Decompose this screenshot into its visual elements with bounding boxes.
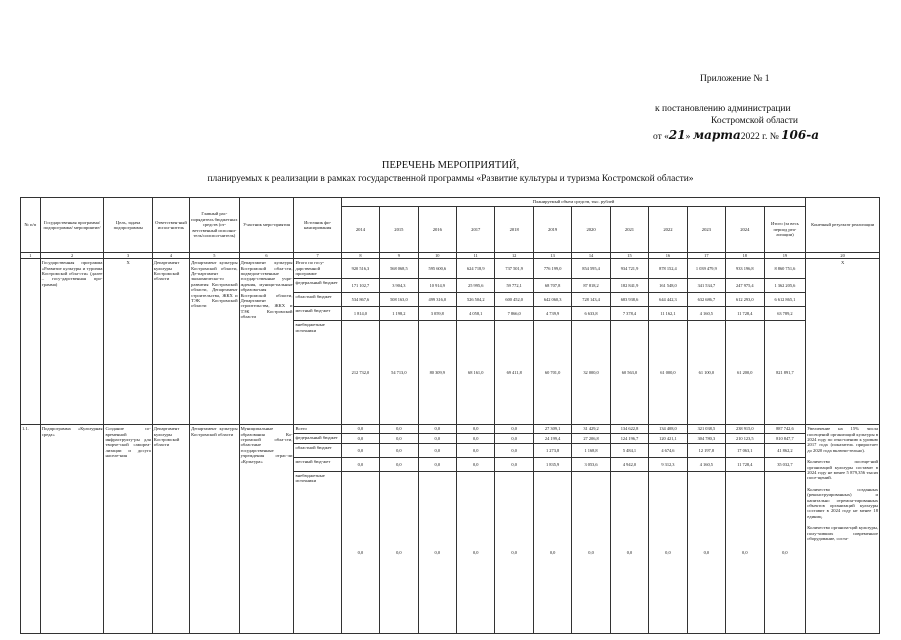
year-header: 2015 xyxy=(380,207,418,253)
column-index-cell: 17 xyxy=(687,253,725,259)
amount-value: 0,0 xyxy=(418,433,456,443)
participant-cell: Муниципальные образования Ко-стромской обла-сти, областные государственные учреждения отрас-ли «Культура» xyxy=(239,425,294,633)
total-value: 1 362 205,6 xyxy=(764,279,806,293)
date-day: 21 xyxy=(668,128,686,142)
year-header: 2021 xyxy=(610,207,648,253)
amount-value: 0,0 xyxy=(495,457,533,471)
column-index-cell: 19 xyxy=(764,253,806,259)
amount-value: 0,0 xyxy=(380,457,418,471)
column-index-cell: 18 xyxy=(726,253,764,259)
amount-value: 534 867,6 xyxy=(341,293,379,307)
document-subtitle: планируемых к реализации в рамках государственной программы «Развитие культуры и туризма Костромской области» xyxy=(207,174,694,184)
program-cell: Подпрограмма «Культурная среда» xyxy=(40,425,104,633)
amount-value: 59 772,1 xyxy=(495,279,533,293)
goal-cell: X xyxy=(104,259,152,425)
goal-cell: Создание со-временной инфраструкту-ры для творче-ской самореа-лизации и досуга населе-ния xyxy=(104,425,152,633)
amount-value: 11 728,4 xyxy=(726,457,764,471)
source-cell: Всего xyxy=(294,425,341,433)
amount-value: 0,0 xyxy=(687,471,725,633)
amount-value: 4 942,0 xyxy=(610,457,648,471)
source-cell: федеральный бюджет xyxy=(294,279,341,293)
column-index-cell: 5 xyxy=(190,253,239,259)
amount-value: 10 914,9 xyxy=(418,279,456,293)
decree-line: к постановлению администрации xyxy=(655,104,791,114)
total-value: 887 742,6 xyxy=(764,425,806,433)
amount-value: 7 866,0 xyxy=(495,307,533,321)
column-index-cell: 16 xyxy=(649,253,687,259)
amount-value: 0,0 xyxy=(341,457,379,471)
amount-value: 0,0 xyxy=(341,433,379,443)
amount-value: 61 100,0 xyxy=(687,321,725,425)
column-index-cell: 8 xyxy=(341,253,379,259)
year-header: 2018 xyxy=(495,207,533,253)
manager-cell: Департамент культуры Костромской области, Де-партамент экономическо-го развития Костромской области, Департамент строительства, ЖКХ и ТЭК Костромской области xyxy=(190,259,239,425)
column-index-cell: 14 xyxy=(572,253,610,259)
result-paragraph: Количество организа-ций культуры, полу-чивших современное оборудование, соста- xyxy=(807,525,878,542)
row-number: 1.1. xyxy=(21,425,41,633)
amount-value: 4 160,5 xyxy=(687,307,725,321)
amount-value: 1 168,8 xyxy=(572,443,610,457)
result-paragraph: Количество созданных (реконструированных) и капитально отремон-тированных объектов организаций культуры составит в 2024 году не менее 18 единиц. xyxy=(807,486,878,519)
amount-value: 69 411,8 xyxy=(495,321,533,425)
amount-value: 0,0 xyxy=(572,471,610,633)
amount-value: 54 713,0 xyxy=(380,321,418,425)
participant-cell: Департамент культуры Костромской обла-сти, подведом-ственные государ-ственные учре-ждения, муници-пальные образова-ния Костромской области, Департамент строительства, ЖКХ и ТЭК Костромской области xyxy=(239,259,294,425)
column-index-cell: 20 xyxy=(806,253,880,259)
amount-value: 728 143,4 xyxy=(572,293,610,307)
result-cell xyxy=(806,425,880,633)
year-header: 2022 xyxy=(649,207,687,253)
amount-value: 3 053,6 xyxy=(572,457,610,471)
col-manager-header: Главный рас-порядитель бюджетных средств (от-ветственный исполни-тель/соиспол-нитель) xyxy=(190,198,239,253)
amount-value: 0,0 xyxy=(457,433,495,443)
amount-value: 854 595,4 xyxy=(572,259,610,279)
amount-value: 683 938,6 xyxy=(610,293,648,307)
amount-value: 171 102,7 xyxy=(341,279,379,293)
column-index-cell: 12 xyxy=(495,253,533,259)
date-year: 2022 г. № xyxy=(740,132,779,142)
amount-value: 24 199,4 xyxy=(533,433,571,443)
amount-value: 737 501,9 xyxy=(495,259,533,279)
table-row xyxy=(21,259,880,279)
amount-value: 341 534,7 xyxy=(687,279,725,293)
amount-value: 4 739,9 xyxy=(533,307,571,321)
amount-value: 499 316,0 xyxy=(418,293,456,307)
column-index-cell: 2 xyxy=(40,253,104,259)
result-paragraph: Количество посеще-ний организаций культуры составит в 2024 году не менее 5 879,356 тысяч посе-щений. xyxy=(807,459,878,481)
amount-value: 1 814,0 xyxy=(341,307,379,321)
amount-value: 0,0 xyxy=(649,471,687,633)
amount-value: 5 484,1 xyxy=(610,443,648,457)
source-cell: федеральный бюджет xyxy=(294,433,341,443)
total-value: 41 862,2 xyxy=(764,443,806,457)
amount-value: 6 633,8 xyxy=(572,307,610,321)
amount-value: 632 686,7 xyxy=(687,293,725,307)
total-value: 810 847,7 xyxy=(764,433,806,443)
amount-value: 124 196,7 xyxy=(610,433,648,443)
amount-value: 0,0 xyxy=(418,425,456,433)
total-value: 821 891,7 xyxy=(764,321,806,425)
amount-value: 4 674,6 xyxy=(649,443,687,457)
executor-cell: Департамент культуры Костромской области xyxy=(152,425,189,633)
amount-value: 120 421,1 xyxy=(649,433,687,443)
amount-value: 3 059,8 xyxy=(418,307,456,321)
amount-value: 526 504,2 xyxy=(457,293,495,307)
col-num-header: № п/п xyxy=(21,198,41,253)
column-index-cell: 4 xyxy=(152,253,189,259)
col-total-header: Итого (за весь период реа-лизации) xyxy=(764,207,806,253)
amount-value: 0,0 xyxy=(341,443,379,457)
total-value: 8 860 751,6 xyxy=(764,259,806,279)
amount-value: 642 060,3 xyxy=(533,293,571,307)
amount-value: 0,0 xyxy=(726,471,764,633)
amount-value: 0,0 xyxy=(457,457,495,471)
amount-value: 321 038,5 xyxy=(687,425,725,433)
amount-value: 0,0 xyxy=(495,443,533,457)
date-prefix: от « xyxy=(653,132,669,142)
amount-value: 17 063,1 xyxy=(726,443,764,457)
amount-value: 4 058,1 xyxy=(457,307,495,321)
amount-value: 134 408,0 xyxy=(649,425,687,433)
amount-value: 0,0 xyxy=(533,471,571,633)
amount-value: 210 123,5 xyxy=(726,433,764,443)
amount-value: 87 818,2 xyxy=(572,279,610,293)
column-index-cell: 1 xyxy=(21,253,41,259)
row-number xyxy=(21,259,41,425)
amount-value: 568 068,5 xyxy=(380,259,418,279)
amount-value: 612 293,0 xyxy=(726,293,764,307)
amount-value: 508 163,0 xyxy=(380,293,418,307)
amount-value: 600 452,0 xyxy=(495,293,533,307)
year-header: 2020 xyxy=(572,207,610,253)
amount-value: 60 563,0 xyxy=(610,321,648,425)
year-header: 2016 xyxy=(418,207,456,253)
source-cell: внебюджетные источники xyxy=(294,321,341,425)
amount-value: 1 835,9 xyxy=(533,457,571,471)
region-line: Костромской области xyxy=(711,116,798,126)
year-header: 2024 xyxy=(726,207,764,253)
amount-value: 0,0 xyxy=(457,471,495,633)
amount-value: 304 780,3 xyxy=(687,433,725,443)
amount-value: 0,0 xyxy=(495,433,533,443)
document-title: ПЕРЕЧЕНЬ МЕРОПРИЯТИЙ, xyxy=(381,160,520,171)
amount-value: 134 622,8 xyxy=(610,425,648,433)
program-cell: Государственная программа «Развитие культуры и туризма Костромской обла-сти» (далее – госу-дарственная про-грамма) xyxy=(40,259,104,425)
doc-number: 106-а xyxy=(781,128,819,142)
year-header: 2017 xyxy=(457,207,495,253)
decree-date-line xyxy=(653,128,819,142)
amount-value: 0,0 xyxy=(380,433,418,443)
amount-value: 12 197,8 xyxy=(687,443,725,457)
amount-value: 68 161,0 xyxy=(457,321,495,425)
amount-value: 31 429,2 xyxy=(572,425,610,433)
amount-value: 25 995,6 xyxy=(457,279,495,293)
amount-value: 595 600,6 xyxy=(418,259,456,279)
amount-value: 61 200,0 xyxy=(726,321,764,425)
total-value: 6 612 865,1 xyxy=(764,293,806,307)
amount-value: 0,0 xyxy=(418,443,456,457)
amount-value: 0,0 xyxy=(341,471,379,633)
total-value: 35 032,7 xyxy=(764,457,806,471)
amount-value: 182 841,9 xyxy=(610,279,648,293)
amount-value: 9 312,3 xyxy=(649,457,687,471)
amount-value: 27 206,8 xyxy=(572,433,610,443)
amount-value: 61 000,0 xyxy=(649,321,687,425)
column-index-cell: 11 xyxy=(457,253,495,259)
column-index-cell: 7 xyxy=(294,253,341,259)
col-source-header: Источник фи-нансирования xyxy=(294,198,341,253)
amount-value: 0,0 xyxy=(380,425,418,433)
amount-value: 644 442,3 xyxy=(649,293,687,307)
amount-value: 0,0 xyxy=(418,471,456,633)
amount-value: 624 718,9 xyxy=(457,259,495,279)
amount-value: 4 160,5 xyxy=(687,457,725,471)
year-header: 2014 xyxy=(341,207,379,253)
amount-value: 920 516,3 xyxy=(341,259,379,279)
amount-value: 0,0 xyxy=(380,443,418,457)
amount-value: 60 701,0 xyxy=(533,321,571,425)
amount-value: 0,0 xyxy=(610,471,648,633)
amount-value: 0,0 xyxy=(341,425,379,433)
amount-value: 3 904,3 xyxy=(380,279,418,293)
executor-cell: Департамент культуры Костромской области xyxy=(152,259,189,425)
amount-value: 1 198,2 xyxy=(380,307,418,321)
total-value: 63 789,2 xyxy=(764,307,806,321)
result-cell: X xyxy=(806,259,880,425)
result-paragraph: Увеличение на 15% числа посещений организаций культуры в 2024 году по отно-шению к уровню 2017 года (показатель прирастает до 2020 года включи-тельно). xyxy=(807,426,878,453)
amount-value: 0,0 xyxy=(495,425,533,433)
source-cell: местный бюд-жет xyxy=(294,307,341,321)
amount-value: 0,0 xyxy=(380,471,418,633)
measures-table xyxy=(20,197,880,634)
source-cell: областной бюджет xyxy=(294,293,341,307)
amount-value: 934 721,9 xyxy=(610,259,648,279)
amount-value: 1 273,8 xyxy=(533,443,571,457)
table-row xyxy=(21,425,880,433)
amount-value: 32 000,0 xyxy=(572,321,610,425)
source-cell: Итого по госу-дарственной программе xyxy=(294,259,341,279)
column-index-cell: 3 xyxy=(104,253,152,259)
amount-value: 212 732,0 xyxy=(341,321,379,425)
col-goal-header: Цель, задача подпрограммы xyxy=(104,198,152,253)
amount-value: 0,0 xyxy=(457,443,495,457)
column-index-cell: 15 xyxy=(610,253,648,259)
source-cell: областной бюджет xyxy=(294,443,341,457)
date-mid: » xyxy=(685,132,693,142)
col-executor-header: Ответствен-ный испол-нитель xyxy=(152,198,189,253)
year-header: 2023 xyxy=(687,207,725,253)
source-cell: местный бюд-жет xyxy=(294,457,341,471)
amount-value: 0,0 xyxy=(457,425,495,433)
column-index-cell: 9 xyxy=(380,253,418,259)
col-program-header: Государственная программа/ подпрограмма/ мероприятие/ xyxy=(40,198,104,253)
amount-value: 68 707,8 xyxy=(533,279,571,293)
amount-value: 27 309,1 xyxy=(533,425,571,433)
amount-value: 1 039 479,9 xyxy=(687,259,725,279)
source-cell: внебюджетные источники xyxy=(294,471,341,633)
amount-value: 0,0 xyxy=(495,471,533,633)
year-header: 2019 xyxy=(533,207,571,253)
total-value: 0,0 xyxy=(764,471,806,633)
manager-cell: Департамент культуры Костромской области xyxy=(190,425,239,633)
appendix-label: Приложение № 1 xyxy=(700,74,770,84)
date-month: марта xyxy=(692,128,741,142)
amount-value: 933 196,8 xyxy=(726,259,764,279)
amount-value: 161 548,0 xyxy=(649,279,687,293)
amount-value: 776 199,0 xyxy=(533,259,571,279)
column-index-cell: 10 xyxy=(418,253,456,259)
amount-value: 11 728,4 xyxy=(726,307,764,321)
amount-value: 247 975,4 xyxy=(726,279,764,293)
amount-value: 11 162,1 xyxy=(649,307,687,321)
amount-value: 7 378,4 xyxy=(610,307,648,321)
amount-value: 0,0 xyxy=(418,457,456,471)
column-index-cell: 6 xyxy=(239,253,294,259)
amount-value: 878 152,4 xyxy=(649,259,687,279)
funding-group-header: Планируемый объем средств, тыс. рублей xyxy=(341,198,806,207)
col-result-header: Конечный результат реализации xyxy=(806,198,880,253)
amount-value: 80 309,9 xyxy=(418,321,456,425)
amount-value: 238 915,0 xyxy=(726,425,764,433)
column-index-cell: 13 xyxy=(533,253,571,259)
col-participant-header: Участник меро-приятия xyxy=(239,198,294,253)
